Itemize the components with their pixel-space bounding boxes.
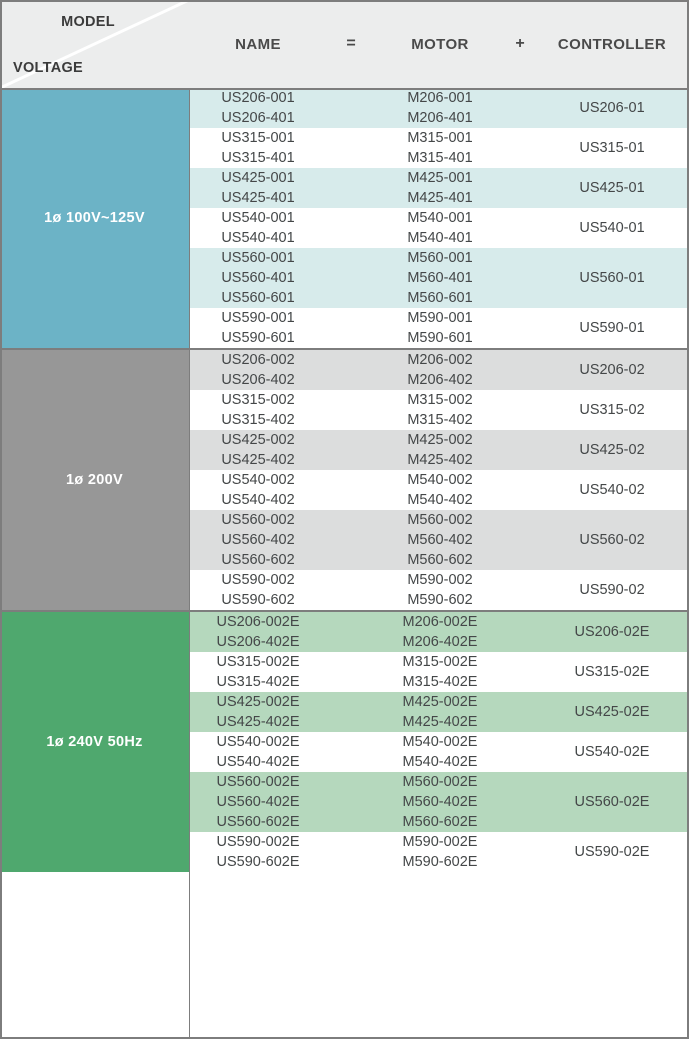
controller-name-cell: US590-02 (535, 570, 689, 610)
plus-spacer-cell (505, 430, 535, 470)
plus-spacer-cell (505, 88, 535, 128)
motor-name-cell-line: M560-001 (407, 250, 473, 266)
model-name-cell-line: US315-002E (216, 654, 300, 670)
model-name-cell-line: US425-402E (216, 714, 300, 730)
motor-name-cell (375, 692, 505, 732)
model-name-cell-line: US206-001 (221, 90, 295, 106)
model-name-cell-line: US540-402E (216, 754, 300, 770)
controller-name-cell: US206-01 (535, 88, 689, 128)
motor-name-cell-line: M590-002 (407, 572, 473, 588)
model-name-cell-line: US560-602E (216, 814, 300, 830)
motor-name-cell-line: M425-002 (407, 432, 473, 448)
motor-name-cell-line: M315-402 (407, 412, 473, 428)
model-name-cell-line: US560-401 (221, 270, 295, 286)
plus-spacer-cell (505, 652, 535, 692)
model-name-cell-line: US540-002 (221, 472, 295, 488)
model-name-cell (189, 732, 327, 772)
motor-name-cell-line: M560-401 (407, 270, 473, 286)
header-separator (2, 88, 687, 90)
equals-spacer-cell (327, 208, 375, 248)
model-name-cell (189, 208, 327, 248)
voltage-group-cell (0, 612, 189, 872)
motor-name-cell-line: M206-002E (402, 614, 478, 630)
model-name-cell-line: US560-601 (221, 290, 295, 306)
model-name-cell-line: US425-401 (221, 190, 295, 206)
plus-spacer-cell (505, 208, 535, 248)
equals-spacer-cell (327, 390, 375, 430)
motor-name-cell (375, 248, 505, 308)
motor-name-cell (375, 168, 505, 208)
motor-name-cell-line: M560-002E (402, 774, 478, 790)
equals-spacer-cell (327, 510, 375, 570)
model-name-cell-line: US315-402 (221, 412, 295, 428)
table-body (0, 88, 689, 872)
motor-name-cell-line: M206-001 (407, 90, 473, 106)
model-name-cell-line: US560-002 (221, 512, 295, 528)
equals-spacer-cell (327, 430, 375, 470)
model-name-cell (189, 832, 327, 872)
model-name-cell-line: US540-001 (221, 210, 295, 226)
plus-spacer-cell (505, 168, 535, 208)
motor-name-cell-line: M590-602E (402, 854, 478, 870)
table-row (0, 350, 689, 390)
controller-name-cell: US540-01 (535, 208, 689, 248)
motor-name-cell-line: M425-402 (407, 452, 473, 468)
model-name-cell-line: US425-001 (221, 170, 295, 186)
plus-spacer-cell (505, 612, 535, 652)
equals-spacer-cell (327, 612, 375, 652)
model-name-cell-line: US425-002E (216, 694, 300, 710)
model-name-cell-line: US206-002 (221, 352, 295, 368)
controller-name-cell: US206-02E (535, 612, 689, 652)
model-name-cell-line: US315-401 (221, 150, 295, 166)
motor-name-cell (375, 208, 505, 248)
plus-spacer-cell (505, 470, 535, 510)
motor-name-cell (375, 772, 505, 832)
header-row (0, 0, 689, 88)
model-name-cell (189, 652, 327, 692)
motor-name-cell-line: M560-002 (407, 512, 473, 528)
header-motor-label: MOTOR (375, 0, 505, 88)
controller-name-cell: US315-01 (535, 128, 689, 168)
controller-name-cell: US315-02 (535, 390, 689, 430)
plus-spacer-cell (505, 248, 535, 308)
model-name-cell (189, 128, 327, 168)
motor-name-cell-line: M590-602 (407, 592, 473, 608)
model-name-cell-line: US315-402E (216, 674, 300, 690)
model-name-cell (189, 692, 327, 732)
model-name-cell-line: US590-602E (216, 854, 300, 870)
model-name-cell-line: US315-001 (221, 130, 295, 146)
voltage-group-label: 1ø 240V 50Hz (46, 734, 143, 750)
motor-name-cell-line: M540-402E (402, 754, 478, 770)
motor-name-cell-line: M590-601 (407, 330, 473, 346)
motor-name-cell-line: M315-401 (407, 150, 473, 166)
voltage-group-cell (0, 350, 189, 610)
controller-name-cell: US206-02 (535, 350, 689, 390)
equals-spacer-cell (327, 470, 375, 510)
model-name-cell-line: US590-602 (221, 592, 295, 608)
motor-name-cell-line: M425-401 (407, 190, 473, 206)
header-voltage-label: VOLTAGE (13, 60, 84, 76)
motor-name-cell (375, 470, 505, 510)
voltage-column-separator (189, 88, 190, 1037)
header-equals-label: = (327, 0, 375, 88)
motor-name-cell-line: M315-402E (402, 674, 478, 690)
motor-name-cell-line: M560-602 (407, 552, 473, 568)
motor-name-cell-line: M315-002E (402, 654, 478, 670)
motor-name-cell-line: M206-402E (402, 634, 478, 650)
equals-spacer-cell (327, 832, 375, 872)
motor-name-cell (375, 350, 505, 390)
model-name-cell-line: US560-001 (221, 250, 295, 266)
motor-name-cell-line: M540-001 (407, 210, 473, 226)
controller-name-cell: US425-01 (535, 168, 689, 208)
motor-name-cell-line: M206-402 (407, 372, 473, 388)
controller-name-cell: US560-02 (535, 510, 689, 570)
plus-spacer-cell (505, 692, 535, 732)
motor-name-cell-line: M560-402 (407, 532, 473, 548)
model-name-cell-line: US315-002 (221, 392, 295, 408)
model-name-cell (189, 430, 327, 470)
equals-spacer-cell (327, 350, 375, 390)
controller-name-cell: US590-01 (535, 308, 689, 348)
equals-spacer-cell (327, 128, 375, 168)
equals-spacer-cell (327, 732, 375, 772)
model-name-cell-line: US590-002 (221, 572, 295, 588)
motor-name-cell-line: M315-002 (407, 392, 473, 408)
controller-name-cell: US560-01 (535, 248, 689, 308)
model-name-cell-line: US540-002E (216, 734, 300, 750)
equals-spacer-cell (327, 88, 375, 128)
model-name-cell-line: US590-002E (216, 834, 300, 850)
table-row (0, 612, 689, 652)
motor-name-cell (375, 652, 505, 692)
model-name-cell-line: US560-602 (221, 552, 295, 568)
plus-spacer-cell (505, 128, 535, 168)
motor-name-cell-line: M540-401 (407, 230, 473, 246)
motor-name-cell-line: M425-001 (407, 170, 473, 186)
motor-name-cell-line: M206-002 (407, 352, 473, 368)
equals-spacer-cell (327, 652, 375, 692)
model-name-cell (189, 390, 327, 430)
motor-name-cell (375, 732, 505, 772)
model-name-cell (189, 470, 327, 510)
model-name-cell-line: US540-402 (221, 492, 295, 508)
controller-name-cell: US315-02E (535, 652, 689, 692)
motor-name-cell-line: M425-402E (402, 714, 478, 730)
motor-name-cell-line: M425-002E (402, 694, 478, 710)
motor-name-cell-line: M540-402 (407, 492, 473, 508)
controller-name-cell: US540-02E (535, 732, 689, 772)
motor-name-cell-line: M315-001 (407, 130, 473, 146)
controller-name-cell: US540-02 (535, 470, 689, 510)
model-name-cell-line: US206-002E (216, 614, 300, 630)
motor-name-cell (375, 308, 505, 348)
model-name-cell-line: US590-001 (221, 310, 295, 326)
model-name-cell-line: US206-402 (221, 372, 295, 388)
motor-name-cell (375, 510, 505, 570)
model-name-cell (189, 612, 327, 652)
header-corner-cell (0, 0, 189, 88)
motor-name-cell-line: M560-601 (407, 290, 473, 306)
motor-name-cell (375, 128, 505, 168)
model-name-cell (189, 510, 327, 570)
model-name-cell-line: US206-401 (221, 110, 295, 126)
motor-name-cell (375, 832, 505, 872)
motor-name-cell (375, 612, 505, 652)
controller-name-cell: US560-02E (535, 772, 689, 832)
voltage-group-label: 1ø 100V~125V (44, 210, 145, 226)
plus-spacer-cell (505, 772, 535, 832)
model-name-cell-line: US425-402 (221, 452, 295, 468)
plus-spacer-cell (505, 732, 535, 772)
motor-name-cell-line: M560-602E (402, 814, 478, 830)
motor-name-cell-line: M560-402E (402, 794, 478, 810)
header-model-label: MODEL (61, 14, 115, 30)
model-name-cell (189, 88, 327, 128)
motor-name-cell (375, 570, 505, 610)
model-name-cell-line: US540-401 (221, 230, 295, 246)
voltage-group-label: 1ø 200V (66, 472, 123, 488)
table-row (0, 88, 689, 128)
model-name-cell-line: US206-402E (216, 634, 300, 650)
plus-spacer-cell (505, 390, 535, 430)
controller-name-cell: US590-02E (535, 832, 689, 872)
controller-name-cell: US425-02E (535, 692, 689, 732)
model-name-cell-line: US590-601 (221, 330, 295, 346)
plus-spacer-cell (505, 350, 535, 390)
model-name-cell (189, 308, 327, 348)
equals-spacer-cell (327, 248, 375, 308)
voltage-group-cell (0, 88, 189, 348)
controller-name-cell: US425-02 (535, 430, 689, 470)
plus-spacer-cell (505, 308, 535, 348)
model-name-cell (189, 168, 327, 208)
motor-name-cell (375, 88, 505, 128)
header-name-label: NAME (189, 0, 327, 88)
table-header (0, 0, 689, 88)
equals-spacer-cell (327, 168, 375, 208)
equals-spacer-cell (327, 308, 375, 348)
model-name-cell-line: US560-002E (216, 774, 300, 790)
model-name-cell-line: US560-402E (216, 794, 300, 810)
motor-name-cell-line: M590-001 (407, 310, 473, 326)
equals-spacer-cell (327, 570, 375, 610)
motor-name-cell (375, 390, 505, 430)
plus-spacer-cell (505, 570, 535, 610)
plus-spacer-cell (505, 510, 535, 570)
model-name-cell-line: US425-002 (221, 432, 295, 448)
header-plus-label: + (505, 0, 535, 88)
model-name-cell (189, 772, 327, 832)
motor-name-cell-line: M590-002E (402, 834, 478, 850)
motor-name-cell (375, 430, 505, 470)
header-controller-label: CONTROLLER (535, 0, 689, 88)
motor-name-cell-line: M540-002E (402, 734, 478, 750)
model-name-cell (189, 248, 327, 308)
equals-spacer-cell (327, 692, 375, 732)
equals-spacer-cell (327, 772, 375, 832)
plus-spacer-cell (505, 832, 535, 872)
motor-name-cell-line: M540-002 (407, 472, 473, 488)
motor-name-cell-line: M206-401 (407, 110, 473, 126)
model-name-cell (189, 570, 327, 610)
model-name-cell (189, 350, 327, 390)
model-name-cell-line: US560-402 (221, 532, 295, 548)
